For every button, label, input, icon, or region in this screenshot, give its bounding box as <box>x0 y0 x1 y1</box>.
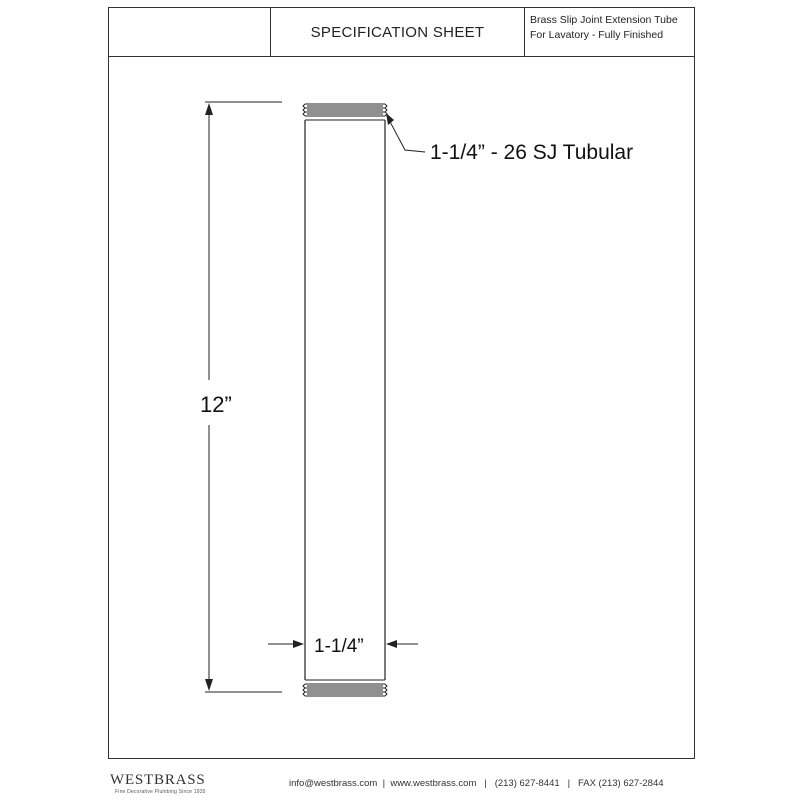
thread-callout-leader <box>387 116 425 152</box>
contact-info: info@westbrass.com | www.westbrass.com | (213) 627-8441 | FAX (213) 627-2844 <box>289 778 664 789</box>
sheet-title: SPECIFICATION SHEET <box>271 8 525 56</box>
sheet-footer <box>0 768 800 800</box>
length-label: 12” <box>200 392 232 417</box>
diameter-label: 1-1/4” <box>314 636 364 657</box>
thread-callout-arrow <box>386 113 394 125</box>
product-description-line-1: Brass Slip Joint Extension Tube <box>530 14 678 26</box>
length-arrow-bottom <box>205 679 213 691</box>
brand-tagline: Fine Decorative Plumbing Since 1935 <box>115 789 206 795</box>
diameter-arrow-left <box>293 640 304 648</box>
diameter-arrow-right <box>386 640 397 648</box>
thread-callout-label: 1-1/4” - 26 SJ Tubular <box>430 141 634 164</box>
bottom-thread <box>303 680 387 696</box>
extension-tube <box>305 120 385 680</box>
westbrass-logo: WESTBRASS <box>110 772 206 788</box>
length-arrow-top <box>205 103 213 115</box>
product-description-line-2: For Lavatory - Fully Finished <box>530 29 664 41</box>
top-thread <box>303 104 387 120</box>
